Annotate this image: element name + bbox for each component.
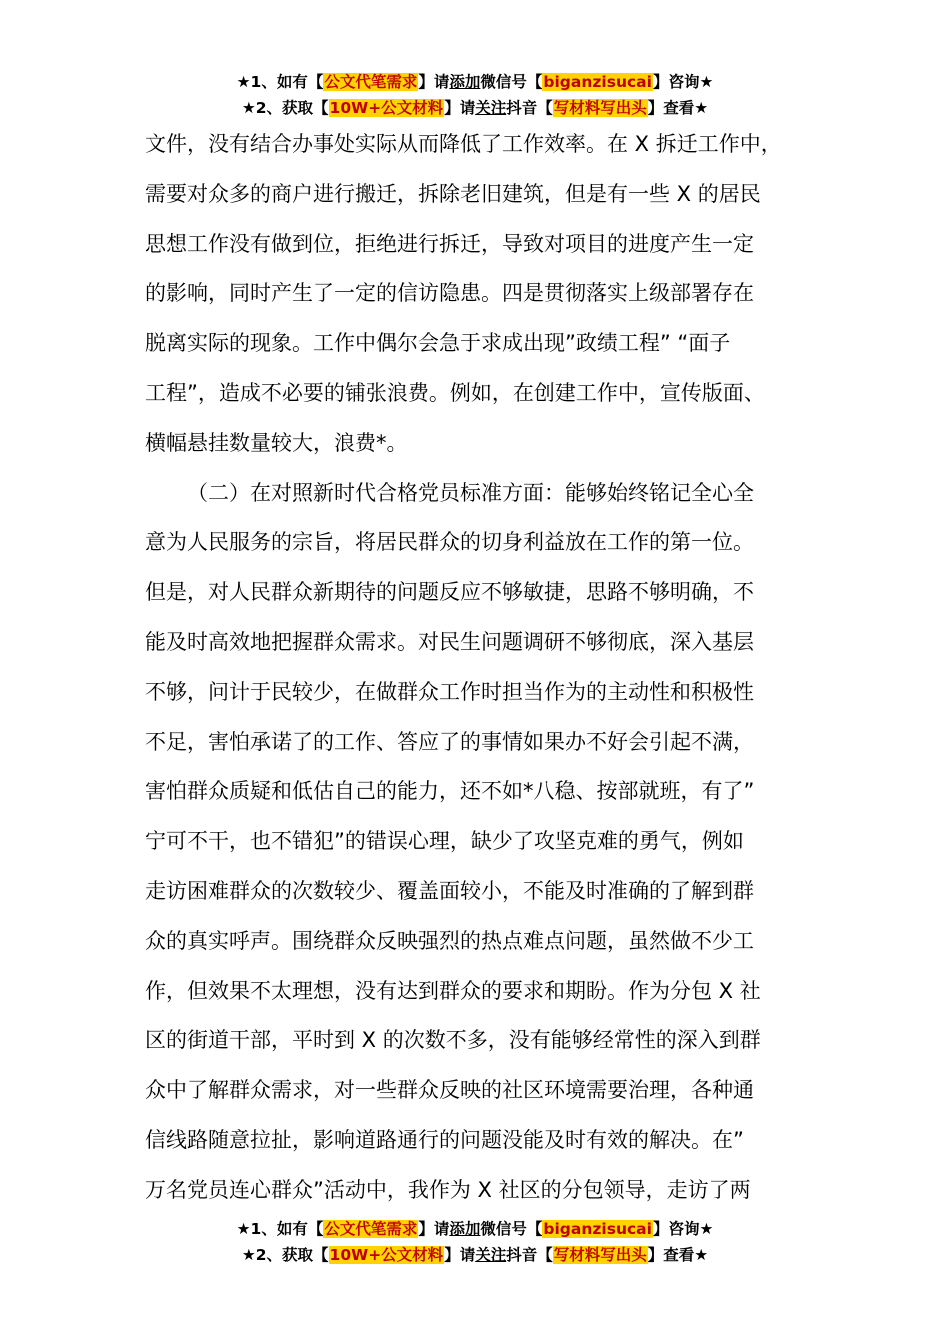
banner-text: ★1、如有【 [236,1220,324,1238]
banner-highlight: biganzisucai [543,73,652,91]
body-line: 脱离实际的现象。工作中偶尔会急于求成出现”政绩工程” “面子 [145,331,731,356]
banner-text: ★2、获取【 [241,1246,329,1264]
banner-highlight: 公文代笔需求 [324,1220,418,1238]
banner-text: ★1、如有【 [236,73,324,91]
body-line: 横幅悬挂数量较大，浪费*。 [145,430,408,455]
banner-text: 微信号【 [480,1220,543,1238]
banner-underline: 添加 [449,1220,481,1238]
body-line: 需要对众多的商户进行搬迁，拆除老旧建筑，但是有一些 X 的居民 [145,181,761,206]
banner-highlight: 10W+公文材料 [329,99,444,117]
banner-highlight: 写材料写出头 [553,1246,647,1264]
banner-line-1 [0,69,950,95]
body-line: 信线路随意拉扯，影响道路通行的问题没能及时有效的解决。在” [145,1127,744,1152]
banner-text: 抖音【 [506,99,553,117]
banner-highlight: 公文代笔需求 [324,73,418,91]
banner-highlight: biganzisucai [543,1220,652,1238]
banner-underline: 关注 [475,1246,507,1264]
banner-text: 】请 [418,1220,450,1238]
body-line: 不足，害怕承诺了的工作、答应了的事情如果办不好会引起不满， [145,729,754,754]
banner-text: ★2、获取【 [241,99,329,117]
section-heading-line: （二）在对照新时代合格党员标准方面：能够始终铭记全心全 [187,480,754,505]
body-line: 不够，问计于民较少，在做群众工作时担当作为的主动性和积极性 [145,679,754,704]
body-line: 工程”，造成不必要的铺张浪费。例如，在创建工作中，宣传版面、 [145,380,765,405]
banner-underline: 添加 [449,73,481,91]
body-line: 文件，没有结合办事处实际从而降低了工作效率。在 X 拆迁工作中， [145,132,782,156]
banner-text: 】查看★ [647,99,709,117]
banner-text: 】请 [444,1246,476,1264]
banner-text: 抖音【 [506,1246,553,1264]
banner-text: 】请 [418,73,450,91]
banner-text: 】请 [444,99,476,117]
banner-highlight: 10W+公文材料 [329,1246,444,1264]
banner-line-2 [0,1242,950,1268]
body-line: 能及时高效地把握群众需求。对民生问题调研不够彻底，深入基层 [145,629,754,654]
body-line: 但是，对人民群众新期待的问题反应不够敏捷，思路不够明确，不 [145,580,754,605]
document-body [145,120,815,1216]
banner-text: 】咨询★ [652,73,714,91]
banner-line-2 [0,95,950,121]
banner-text: 】咨询★ [652,1220,714,1238]
body-line: 众中了解群众需求，对一些群众反映的社区环境需要治理，各种通 [145,1078,754,1103]
body-line: 思想工作没有做到位，拒绝进行拆迁，导致对项目的进度产生一定 [145,231,754,256]
body-line: 众的真实呼声。围绕群众反映强烈的热点难点问题，虽然做不少工 [145,928,754,953]
body-line: 万名党员连心群众”活动中，我作为 X 社区的分包领导，走访了两 [145,1177,751,1202]
body-line: 宁可不干，也不错犯”的错误心理，缺少了攻坚克难的勇气，例如 [145,829,744,854]
body-line: 害怕群众质疑和低估自己的能力，还不如*八稳、按部就班，有了” [145,779,755,804]
banner-underline: 关注 [475,99,507,117]
banner-text: 微信号【 [480,73,543,91]
banner-line-1 [0,1216,950,1242]
banner-text: 】查看★ [647,1246,709,1264]
body-line: 作，但效果不太理想，没有达到群众的要求和期盼。作为分包 X 社 [145,978,761,1003]
banner-highlight: 写材料写出头 [553,99,647,117]
body-line: 的影响，同时产生了一定的信访隐患。四是贯彻落实上级部署存在 [145,281,754,306]
body-line: 走访困难群众的次数较少、覆盖面较小，不能及时准确的了解到群 [145,878,754,903]
footer-banner [0,1216,950,1268]
body-line: 意为人民服务的宗旨，将居民群众的切身利益放在工作的第一位。 [145,530,754,555]
header-banner [0,69,950,121]
body-line: 区的街道干部，平时到 X 的次数不多，没有能够经常性的深入到群 [145,1028,761,1053]
